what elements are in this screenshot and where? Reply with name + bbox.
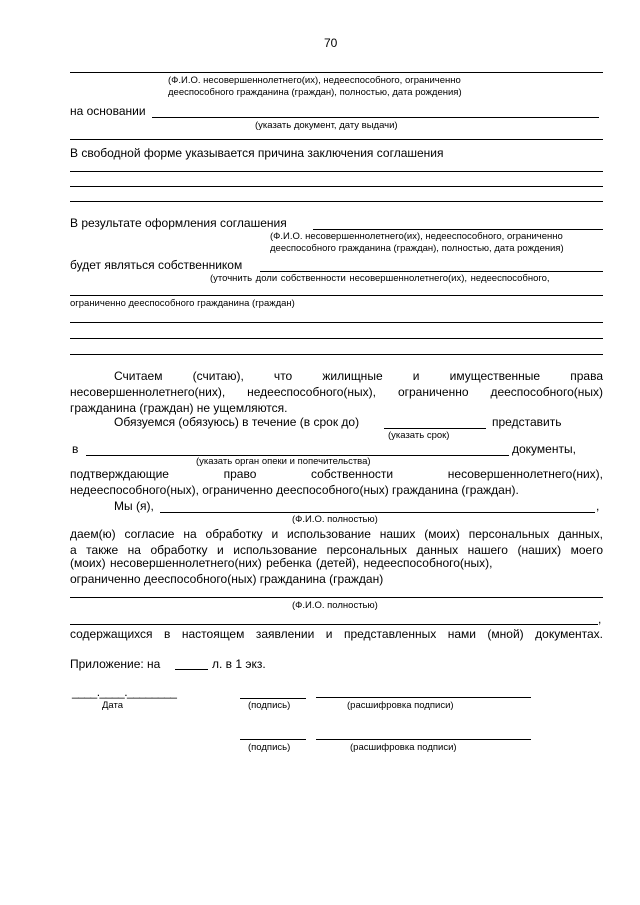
oblige-present: представить — [492, 415, 562, 429]
confirm-line: недееспособного(ных), ограниченно дееспособного(ных) гражданина (граждан). — [70, 483, 519, 497]
fill-line-minor[interactable] — [70, 72, 603, 73]
confirm-line — [70, 467, 603, 481]
caption-share: (уточнить доли собственности несовершеннолетнего(их), недееспособного, — [210, 273, 550, 284]
para-consider-line — [70, 385, 603, 399]
fill-line[interactable] — [70, 139, 603, 140]
result-label: В результате оформления соглашения — [70, 216, 287, 230]
fill-line-owner[interactable] — [260, 271, 603, 272]
fill-line[interactable] — [70, 171, 603, 172]
fill-line-result[interactable] — [313, 229, 603, 230]
consent-line: ограниченно дееспособного(ных) гражданина (граждан) — [70, 572, 384, 586]
fill-line-deadline[interactable] — [384, 428, 486, 429]
consent-line — [70, 543, 603, 557]
fill-line[interactable] — [70, 354, 603, 355]
page-number: 70 — [324, 36, 338, 50]
date-blank[interactable]: ____.____.________ — [72, 685, 177, 699]
caption-deadline: (указать срок) — [388, 430, 450, 441]
fill-line-fio[interactable] — [70, 597, 603, 598]
date-caption: Дата — [102, 700, 124, 711]
caption-fio-full: (Ф.И.О. полностью) — [292, 514, 378, 525]
decode-caption: (расшифровка подписи) — [347, 700, 454, 711]
fill-line[interactable] — [70, 186, 603, 187]
signature-caption: (подпись) — [248, 700, 291, 711]
comma: , — [596, 499, 600, 513]
contained-line — [70, 627, 603, 641]
fill-line[interactable] — [70, 295, 603, 296]
fill-line-signature[interactable] — [240, 698, 306, 699]
in-label: в — [72, 442, 79, 456]
para-consider-text: Считаем (считаю), что жилищные и имущественные права — [114, 369, 603, 383]
caption-fio-minor: (Ф.И.О. несовершеннолетнего(их), недееспособного, ограниченно — [168, 75, 461, 86]
caption-share: ограниченно дееспособного гражданина (граждан) — [70, 298, 295, 309]
contained-text: содержащихся в настоящем заявлении и представленных нами (мной) документах. — [70, 627, 603, 641]
signature-caption: (подпись) — [248, 742, 291, 753]
oblige-text: Обязуемся (обязуюсь) в течение (в срок до) — [114, 415, 360, 429]
consent-line — [70, 527, 603, 541]
fill-line[interactable] — [70, 201, 603, 202]
fill-line-fio[interactable] — [160, 512, 595, 513]
fill-line[interactable] — [70, 624, 598, 625]
para-consider-text: несовершеннолетнего(них), недееспособного(ных), ограниченно дееспособного(ных) — [70, 385, 603, 399]
caption-fio-minor: дееспособного гражданина (граждан), полностью, дата рождения) — [168, 87, 462, 98]
fill-line-pages[interactable] — [175, 669, 208, 670]
consent-text: а также на обработку и использование персональных данных нашего (наших) моего — [70, 543, 603, 557]
comma: , — [598, 612, 602, 626]
decode-caption: (расшифровка подписи) — [350, 742, 457, 753]
fill-line-basis[interactable] — [152, 117, 599, 118]
appendix-label: Приложение: на — [70, 657, 161, 671]
caption-fio-minor: (Ф.И.О. несовершеннолетнего(их), недееспособного, ограниченно — [270, 231, 563, 242]
we-label: Мы (я), — [114, 499, 154, 513]
fill-line-decode[interactable] — [316, 739, 531, 740]
para-consider-line: гражданина (граждан) не ущемляются. — [70, 401, 288, 415]
owner-label: будет являться собственником — [70, 258, 243, 272]
fill-line-decode[interactable] — [316, 697, 531, 698]
basis-label: на основании — [70, 104, 146, 118]
confirm-text: подтверждающие право собственности несовершеннолетнего(них), — [70, 467, 603, 481]
para-consider-line — [70, 369, 603, 383]
appendix-suffix: л. в 1 экз. — [212, 657, 266, 671]
caption-authority: (указать орган опеки и попечительства) — [196, 456, 371, 467]
fill-line[interactable] — [70, 338, 603, 339]
caption-fio-minor: дееспособного гражданина (граждан), полностью, дата рождения) — [270, 243, 564, 254]
free-form-label: В свободной форме указывается причина заключения соглашения — [70, 146, 444, 160]
consent-line: (моих) несовершеннолетнего(них) ребенка (детей), недееспособного(ных), — [70, 556, 493, 570]
caption-fio-full: (Ф.И.О. полностью) — [292, 600, 378, 611]
documents-label: документы, — [512, 442, 576, 456]
consent-text: даем(ю) согласие на обработку и использование наших (моих) персональных данных, — [70, 527, 603, 541]
fill-line[interactable] — [70, 322, 603, 323]
fill-line-signature[interactable] — [240, 739, 306, 740]
caption-document: (указать документ, дату выдачи) — [255, 120, 398, 131]
